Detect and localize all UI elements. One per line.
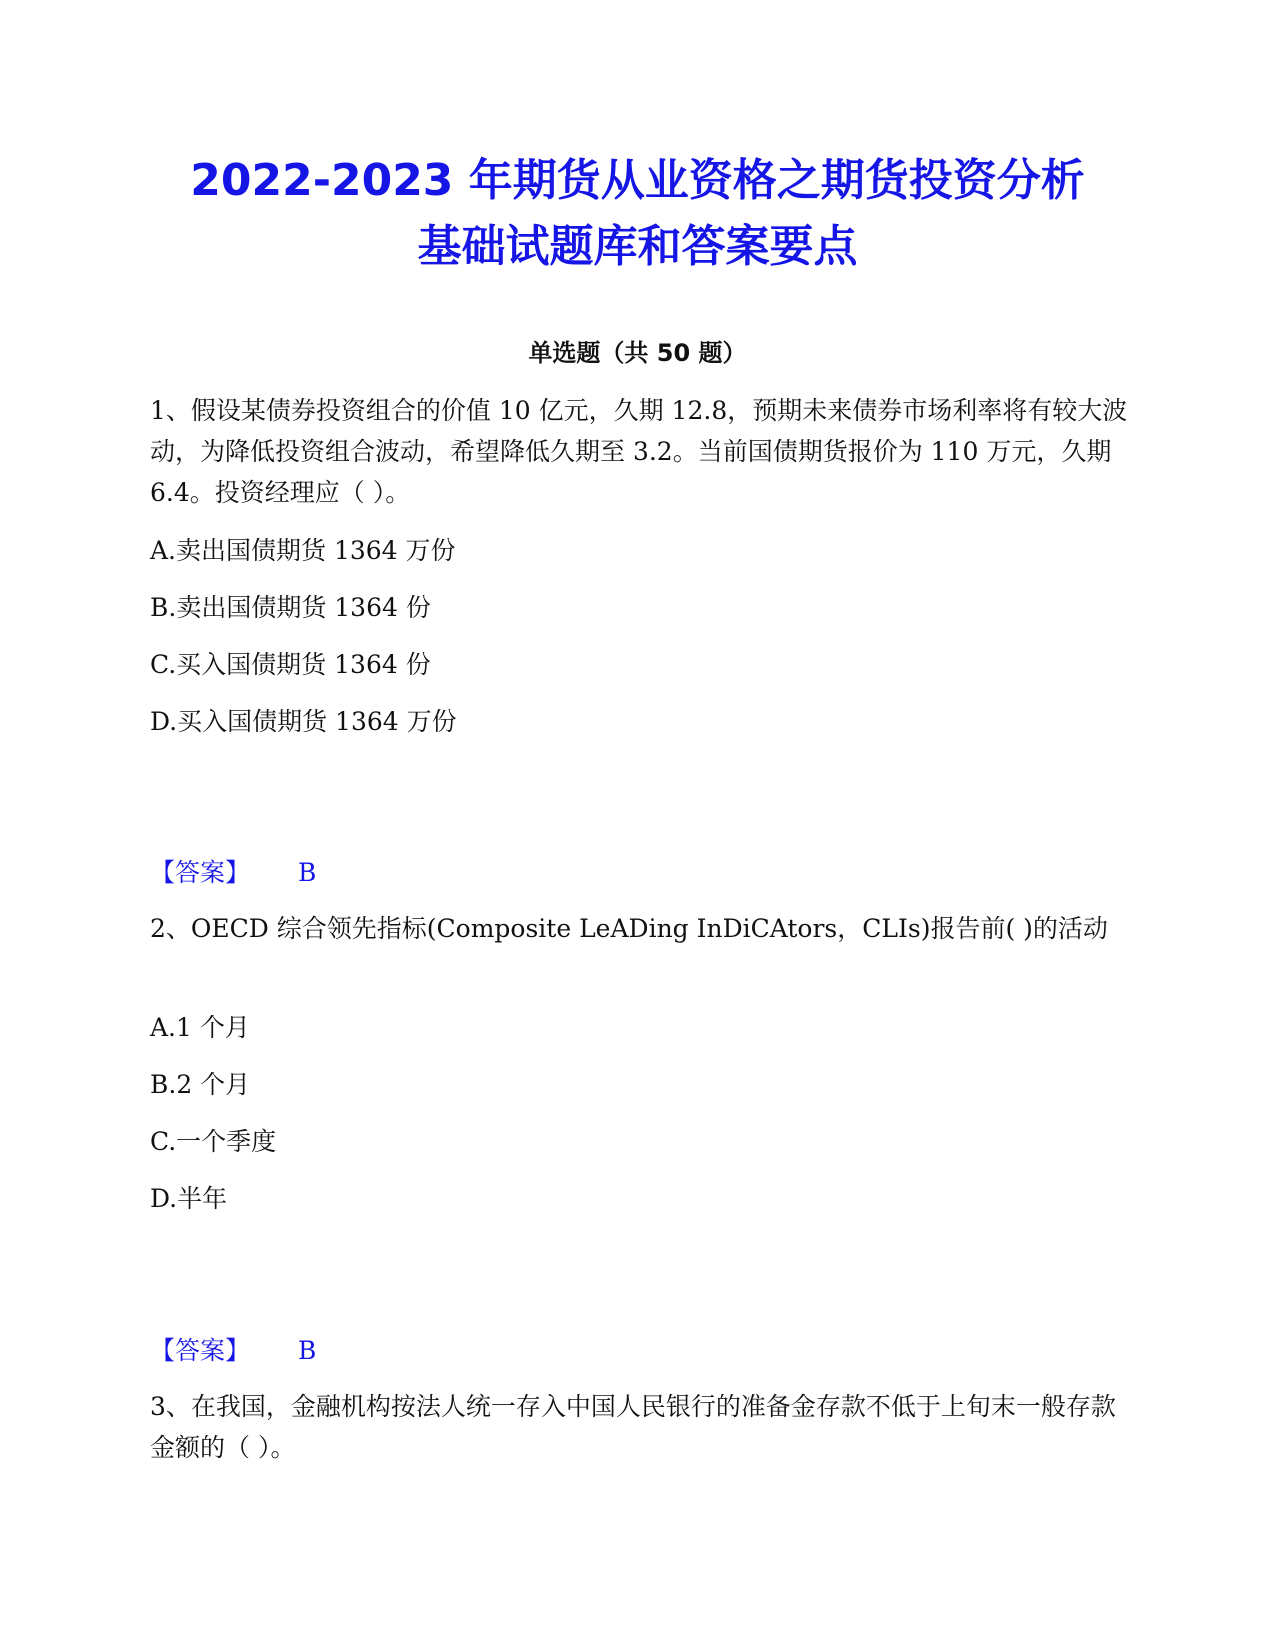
question-2-answer bbox=[150, 1330, 1130, 1371]
question-3-stem: 3、在我国，金融机构按法人统一存入中国人民银行的准备金存款不低于上旬末一般存款金额的（ ）。 bbox=[150, 1392, 1116, 1462]
question-2-option-b: B.2 个月 bbox=[150, 1070, 251, 1099]
question-1-option-c: C.买入国债期货 1364 份 bbox=[150, 650, 431, 679]
question-1-answer-label: 【答案】 bbox=[150, 858, 251, 887]
section-heading: 单选题（共 50 题） bbox=[528, 339, 747, 367]
question-2-option-a: A.1 个月 bbox=[150, 1013, 250, 1042]
question-2-stem: 2、OECD 综合领先指标(Composite LeADing InDiCAtors，CLIs)报告前( )的活动 bbox=[150, 914, 1108, 943]
question-2-option-c: C.一个季度 bbox=[150, 1127, 277, 1156]
question-1-stem: 1、假设某债券投资组合的价值 10 亿元，久期 12.8，预期未来债券市场利率将有较大波动，为降低投资组合波动，希望降低久期至 3.2。当前国债期货报价为 110 万元，久期 6.4。投资经理应（ ）。 bbox=[150, 396, 1128, 507]
question-1-option-a: A.卖出国债期货 1364 万份 bbox=[150, 536, 456, 565]
question-2-answer-label: 【答案】 bbox=[150, 1336, 251, 1365]
question-2-option-d: D.半年 bbox=[150, 1184, 228, 1213]
question-2-answer-value: B bbox=[298, 1336, 317, 1365]
question-1-option-d: D.买入国债期货 1364 万份 bbox=[150, 707, 457, 736]
document-title-line-2: 基础试题库和答案要点 bbox=[417, 221, 858, 272]
question-1-answer bbox=[150, 852, 1130, 893]
question-1-answer-value: B bbox=[298, 858, 317, 887]
question-1-option-b: B.卖出国债期货 1364 份 bbox=[150, 593, 431, 622]
document-title-line-1: 2022-2023 年期货从业资格之期货投资分析 bbox=[190, 155, 1085, 206]
